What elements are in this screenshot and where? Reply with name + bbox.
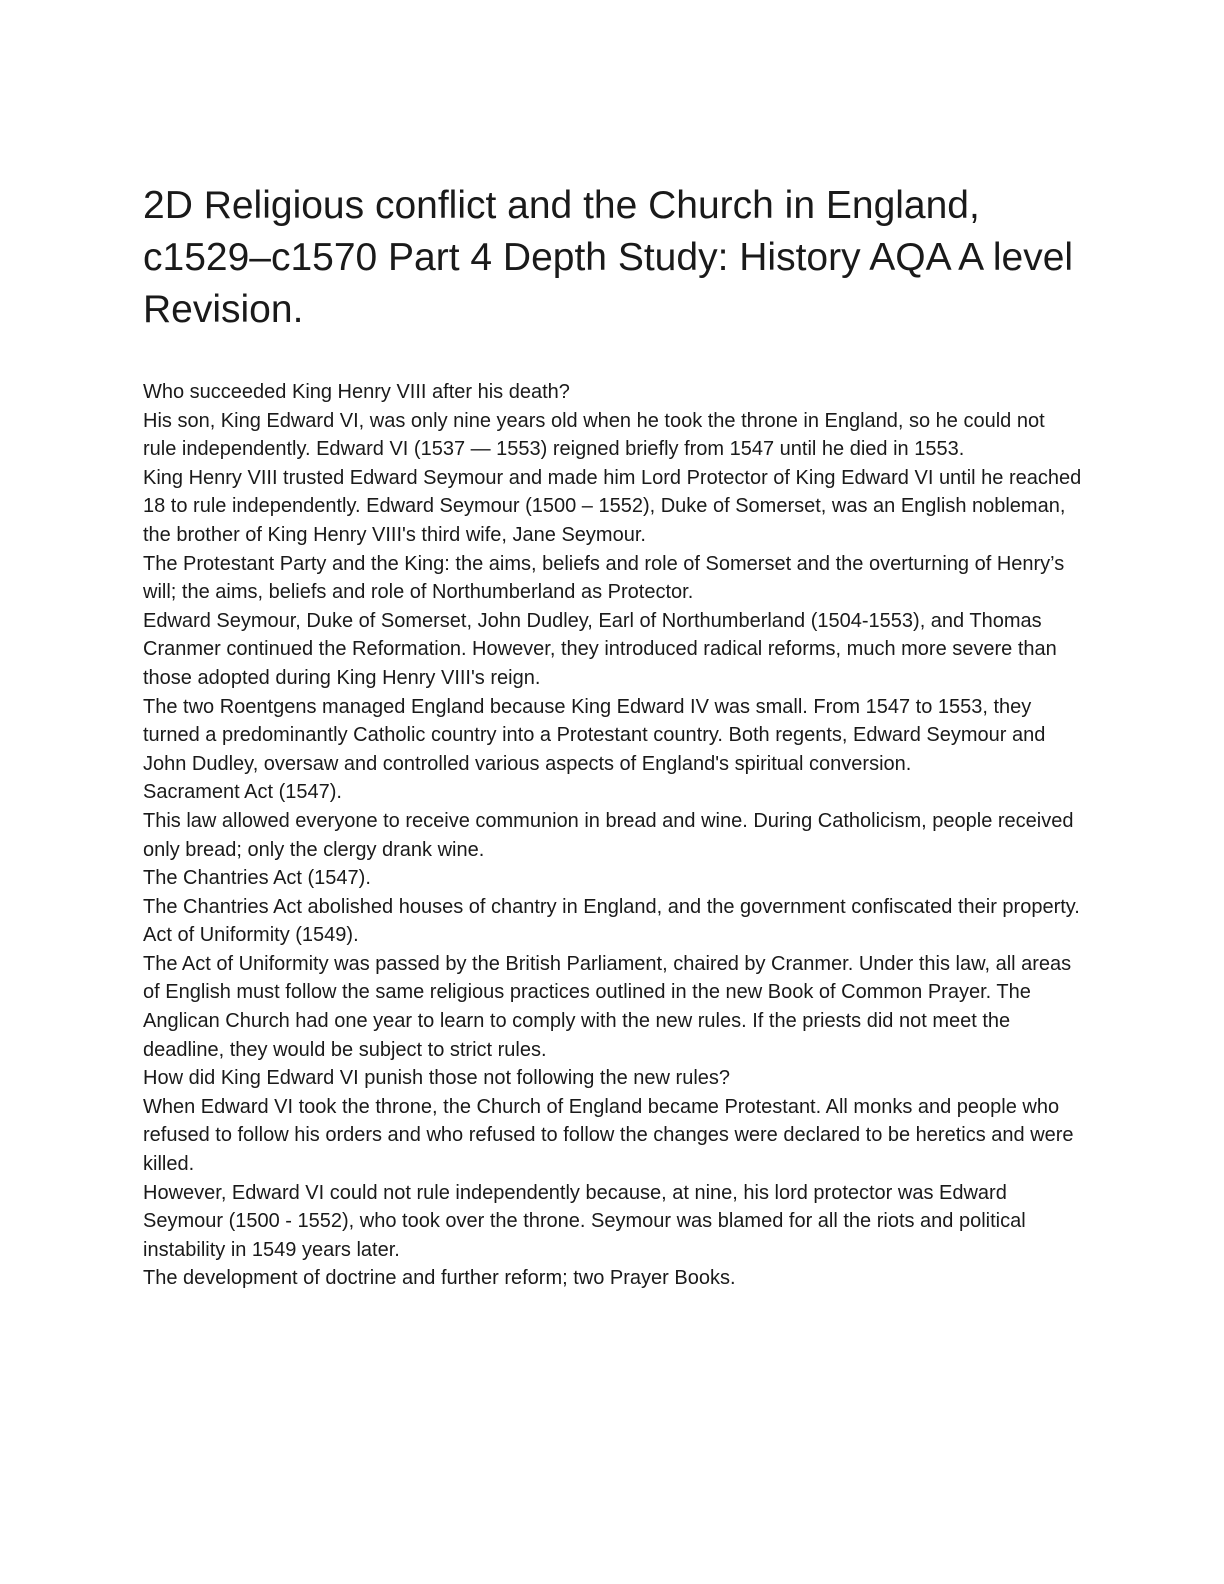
paragraph-edward-seymour: King Henry VIII trusted Edward Seymour and made him Lord Protector of King Edward VI until he reached 18 to rule independently. Edward Seymour (1500 – 1552), Duke of Somerset, was an English nobleman, the brother of King Henry VIII's third wife, Jane Seymour.: [143, 466, 1082, 546]
paragraph-regents: The two Roentgens managed England because King Edward IV was small. From 1547 to 1553, they turned a predominantly Catholic country into a Protestant country. Both regents, Edward Seymour and John Dudley, oversaw and controlled various aspects of England's spiritual conversion.: [143, 695, 1046, 775]
paragraph-chantries-act: The Chantries Act abolished houses of chantry in England, and the government confiscated their property.: [143, 895, 1080, 918]
paragraph-question-succession: Who succeeded King Henry VIII after his death?: [143, 381, 570, 403]
paragraph-lord-protector: However, Edward VI could not rule independently because, at nine, his lord protector was Edward Seymour (1500 - 1552), who took over the throne. Seymour was blamed for all the riots and political instability in 1549 years later.: [143, 1181, 1026, 1261]
paragraph-church-protestant: When Edward VI took the throne, the Church of England became Protestant. All monks and people who refused to follow his orders and who refused to follow the changes were declared to be heretics and were killed.: [143, 1095, 1074, 1176]
paragraph-reformation: Edward Seymour, Duke of Somerset, John Dudley, Earl of Northumberland (1504-1553), and Thomas Cranmer continued the Reformation. However, they introduced radical reforms, much more severe than those adopted during King Henry VIII's reign.: [143, 609, 1057, 689]
paragraph-act-of-uniformity: The Act of Uniformity was passed by the British Parliament, chaired by Cranmer. Under this law, all areas of English must follow the same religious practices outlined in the new Book of Common Prayer. The Anglican Church had one year to learn to comply with the new rules. If the priests did not meet the deadline, they would be subject to strict rules.: [143, 952, 1072, 1061]
paragraph-protestant-party: The Protestant Party and the King: the aims, beliefs and role of Somerset and the overturning of Henry’s will; the aims, beliefs and role of Northumberland as Protector.: [143, 552, 1065, 604]
document-title: 2D Religious conflict and the Church in England, c1529–c1570 Part 4 Depth Study: History AQA A level Revision.: [143, 184, 1074, 331]
heading-sacrament-act: Sacrament Act (1547).: [143, 781, 342, 804]
paragraph-question-punishment: How did King Edward VI punish those not following the new rules?: [143, 1067, 731, 1090]
paragraph-sacrament-act: This law allowed everyone to receive communion in bread and wine. During Catholicism, people received only bread; only the clergy drank wine.: [143, 809, 1074, 861]
paragraph-edward-vi: His son, King Edward VI, was only nine years old when he took the throne in England, so he could not rule independently. Edward VI (1537 — 1553) reigned briefly from 1547 until he died in 1553.: [143, 409, 1045, 461]
heading-act-of-uniformity: Act of Uniformity (1549).: [143, 924, 359, 947]
document-body: [143, 378, 1083, 1293]
paragraph-doctrine-development: The development of doctrine and further reform; two Prayer Books.: [143, 1267, 736, 1290]
heading-chantries-act: The Chantries Act (1547).: [143, 867, 371, 890]
